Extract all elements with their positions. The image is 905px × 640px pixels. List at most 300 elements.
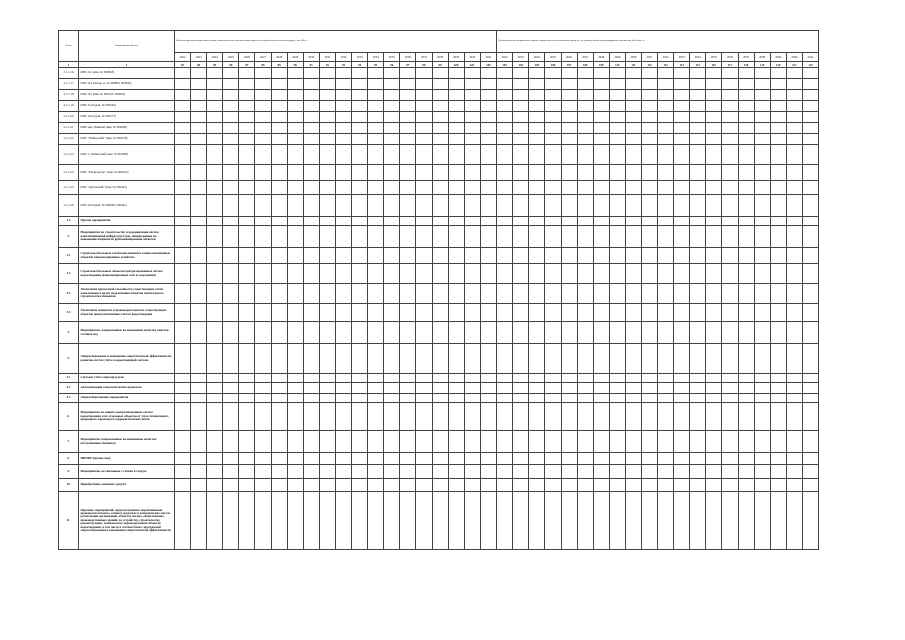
value-cell: [625, 344, 641, 374]
value-cell: [191, 101, 207, 112]
value-cell: [480, 248, 496, 264]
column-number-cell: 87: [239, 62, 255, 68]
value-cell: [239, 344, 255, 374]
value-cell: [706, 403, 722, 431]
value-cell: [191, 492, 207, 550]
value-cell: [641, 90, 657, 101]
value-cell: [384, 479, 400, 492]
value-cell: [513, 374, 529, 383]
year-header-cell: 2030: [625, 53, 641, 62]
value-cell: [287, 465, 303, 479]
table-row: [59, 145, 819, 165]
value-cell: [690, 304, 706, 322]
value-cell: [239, 322, 255, 344]
row-number-cell: 5.2: [59, 383, 79, 394]
value-cell: [545, 165, 561, 181]
value-cell: [191, 453, 207, 465]
value-cell: [319, 304, 335, 322]
value-cell: [223, 431, 239, 453]
value-cell: [786, 374, 802, 383]
value-cell: [464, 284, 480, 304]
value-cell: [400, 304, 416, 322]
value-cell: [207, 453, 223, 465]
value-cell: [335, 101, 351, 112]
value-cell: [271, 479, 287, 492]
value-cell: [786, 123, 802, 134]
value-cell: [802, 112, 818, 123]
value-cell: [255, 123, 271, 134]
value-cell: [480, 304, 496, 322]
value-cell: [529, 344, 545, 374]
value-cell: [335, 165, 351, 181]
value-cell: [464, 344, 480, 374]
year-header-cell: 2022: [497, 53, 513, 62]
value-cell: [722, 492, 738, 550]
value-cell: [464, 383, 480, 394]
value-cell: [239, 217, 255, 226]
value-cell: [770, 304, 786, 322]
value-cell: [545, 101, 561, 112]
value-cell: [480, 101, 496, 112]
value-cell: [480, 383, 496, 394]
value-cell: [191, 374, 207, 383]
value-cell: [754, 264, 770, 284]
value-cell: [497, 217, 513, 226]
value-cell: [400, 195, 416, 217]
value-cell: [609, 134, 625, 145]
value-cell: [577, 217, 593, 226]
value-cell: [191, 383, 207, 394]
value-cell: [577, 344, 593, 374]
value-cell: [175, 492, 191, 550]
value-cell: [384, 304, 400, 322]
value-cell: [416, 374, 432, 383]
value-cell: [464, 165, 480, 181]
value-cell: [706, 145, 722, 165]
value-cell: [497, 431, 513, 453]
row-number-cell: 2.2: [59, 217, 79, 226]
value-cell: [722, 165, 738, 181]
value-cell: [480, 181, 496, 195]
value-cell: [239, 226, 255, 248]
value-cell: [271, 383, 287, 394]
column-number-cell: 2: [79, 62, 175, 68]
value-cell: [175, 453, 191, 465]
value-cell: [770, 134, 786, 145]
value-cell: [641, 79, 657, 90]
value-cell: [690, 431, 706, 453]
value-cell: [239, 112, 255, 123]
value-cell: [754, 403, 770, 431]
value-cell: [255, 344, 271, 374]
table-row: [59, 90, 819, 101]
value-cell: [690, 394, 706, 403]
value-cell: [191, 79, 207, 90]
value-cell: [625, 248, 641, 264]
value-cell: [319, 112, 335, 123]
value-cell: [175, 322, 191, 344]
value-cell: [609, 226, 625, 248]
value-cell: [497, 403, 513, 431]
value-cell: [223, 181, 239, 195]
value-cell: [529, 284, 545, 304]
value-cell: [319, 453, 335, 465]
value-cell: [593, 322, 609, 344]
value-cell: [754, 453, 770, 465]
value-cell: [255, 383, 271, 394]
value-cell: [529, 492, 545, 550]
value-cell: [561, 79, 577, 90]
value-cell: [738, 465, 754, 479]
column-number-cell: 111: [625, 62, 641, 68]
value-cell: [561, 68, 577, 79]
value-cell: [593, 145, 609, 165]
value-cell: [513, 479, 529, 492]
value-cell: [802, 374, 818, 383]
value-cell: [400, 322, 416, 344]
value-cell: [738, 322, 754, 344]
value-cell: [303, 90, 319, 101]
value-cell: [706, 304, 722, 322]
year-header-cell: 2023: [513, 53, 529, 62]
value-cell: [432, 322, 448, 344]
value-cell: [416, 248, 432, 264]
value-cell: [641, 145, 657, 165]
value-cell: [303, 68, 319, 79]
value-cell: [271, 465, 287, 479]
value-cell: [786, 217, 802, 226]
value-cell: [255, 90, 271, 101]
value-cell: [497, 322, 513, 344]
value-cell: [561, 123, 577, 134]
value-cell: [706, 453, 722, 465]
value-cell: [577, 145, 593, 165]
value-cell: [223, 145, 239, 165]
value-cell: [464, 479, 480, 492]
value-cell: [674, 248, 690, 264]
value-cell: [464, 403, 480, 431]
value-cell: [674, 165, 690, 181]
value-cell: [593, 248, 609, 264]
column-number-cell: 84: [191, 62, 207, 68]
value-cell: [770, 431, 786, 453]
value-cell: [239, 264, 255, 284]
value-cell: [287, 403, 303, 431]
table-row: [59, 431, 819, 453]
value-cell: [529, 68, 545, 79]
value-cell: [303, 248, 319, 264]
value-cell: [609, 217, 625, 226]
value-cell: [448, 217, 464, 226]
value-cell: [207, 181, 223, 195]
value-cell: [497, 383, 513, 394]
value-cell: [593, 181, 609, 195]
year-header-cell: 2035: [384, 53, 400, 62]
value-cell: [738, 112, 754, 123]
year-header-cell: 2027: [577, 53, 593, 62]
value-cell: [706, 264, 722, 284]
value-cell: [191, 226, 207, 248]
value-cell: [690, 465, 706, 479]
value-cell: [593, 453, 609, 465]
value-cell: [593, 123, 609, 134]
value-cell: [529, 304, 545, 322]
table-row: [59, 217, 819, 226]
value-cell: [319, 284, 335, 304]
value-cell: [641, 217, 657, 226]
year-header-cell: 2035: [706, 53, 722, 62]
value-cell: [432, 123, 448, 134]
value-cell: [432, 492, 448, 550]
value-cell: [416, 68, 432, 79]
year-header-cell: 2034: [368, 53, 384, 62]
value-cell: [625, 79, 641, 90]
value-cell: [690, 68, 706, 79]
year-header-cell: 2041: [480, 53, 496, 62]
value-cell: [738, 374, 754, 383]
value-cell: [706, 383, 722, 394]
value-cell: [368, 90, 384, 101]
value-cell: [561, 217, 577, 226]
value-cell: [529, 101, 545, 112]
value-cell: [658, 101, 674, 112]
value-cell: [239, 403, 255, 431]
value-cell: [335, 479, 351, 492]
value-cell: [416, 322, 432, 344]
value-cell: [545, 123, 561, 134]
value-cell: [770, 248, 786, 264]
year-header-cell: 2040: [464, 53, 480, 62]
value-cell: [658, 68, 674, 79]
value-cell: [368, 217, 384, 226]
value-cell: [529, 217, 545, 226]
column-number-cell: 115: [690, 62, 706, 68]
value-cell: [432, 248, 448, 264]
value-cell: [770, 465, 786, 479]
value-cell: [690, 322, 706, 344]
value-cell: [529, 374, 545, 383]
value-cell: [625, 145, 641, 165]
value-cell: [770, 344, 786, 374]
row-number-cell: 2.1.1.21: [59, 123, 79, 134]
value-cell: [384, 68, 400, 79]
value-cell: [609, 101, 625, 112]
value-cell: [239, 465, 255, 479]
value-cell: [674, 79, 690, 90]
value-cell: [319, 322, 335, 344]
value-cell: [432, 431, 448, 453]
value-cell: [690, 264, 706, 284]
row-name-cell: Строительство новых сетей канализации и замена изношенных объектов канализационного хозяйства: [79, 248, 175, 264]
value-cell: [175, 145, 191, 165]
value-cell: [319, 383, 335, 394]
value-cell: [706, 322, 722, 344]
value-cell: [480, 374, 496, 383]
value-cell: [207, 431, 223, 453]
value-cell: [754, 374, 770, 383]
value-cell: [335, 248, 351, 264]
value-cell: [207, 90, 223, 101]
row-name-cell: Перечень мероприятий, предусмотренных нормативными правовыми актами о сетевых средствах в коммерческих местах регистрации организаций, объектах жилых, общественных, производственных зданий, по устройству, строительству, реконструкции, техническому перевооружению объектов водоотведения, в том числе в соответствии с программой энергосбережения и повышения энергетической эффективности: [79, 492, 175, 550]
value-cell: [207, 123, 223, 134]
value-cell: [480, 479, 496, 492]
value-cell: [738, 145, 754, 165]
value-cell: [513, 304, 529, 322]
value-cell: [432, 181, 448, 195]
value-cell: [352, 383, 368, 394]
value-cell: [497, 90, 513, 101]
value-cell: [497, 394, 513, 403]
value-cell: [352, 344, 368, 374]
value-cell: [545, 322, 561, 344]
value-cell: [706, 101, 722, 112]
value-cell: [529, 134, 545, 145]
data-table: [58, 30, 819, 550]
value-cell: [593, 264, 609, 284]
value-cell: [480, 79, 496, 90]
value-cell: [207, 479, 223, 492]
value-cell: [625, 101, 641, 112]
value-cell: [513, 492, 529, 550]
value-cell: [271, 134, 287, 145]
value-cell: [625, 165, 641, 181]
value-cell: [786, 344, 802, 374]
value-cell: [335, 145, 351, 165]
value-cell: [754, 217, 770, 226]
column-number-cell: 90: [287, 62, 303, 68]
value-cell: [271, 68, 287, 79]
value-cell: [464, 112, 480, 123]
row-name-cell: КНС №4 (Литер А, № 000866, 000834): [79, 79, 175, 90]
value-cell: [609, 112, 625, 123]
value-cell: [802, 79, 818, 90]
value-cell: [802, 181, 818, 195]
value-cell: [513, 453, 529, 465]
value-cell: [352, 79, 368, 90]
value-cell: [480, 195, 496, 217]
row-name-cell: Увеличение пропускной способности существующих сетей канализации в целях подключения объектов капитального строительства абонентов: [79, 284, 175, 304]
value-cell: [352, 217, 368, 226]
value-cell: [271, 195, 287, 217]
value-cell: [271, 492, 287, 550]
value-cell: [706, 165, 722, 181]
value-cell: [722, 304, 738, 322]
year-header-cell: 2033: [674, 53, 690, 62]
table-row: [59, 226, 819, 248]
value-cell: [641, 394, 657, 403]
value-cell: [448, 344, 464, 374]
value-cell: [175, 68, 191, 79]
value-cell: [368, 181, 384, 195]
value-cell: [577, 403, 593, 431]
value-cell: [577, 479, 593, 492]
value-cell: [368, 134, 384, 145]
value-cell: [303, 403, 319, 431]
value-cell: [191, 123, 207, 134]
value-cell: [513, 226, 529, 248]
value-cell: [497, 123, 513, 134]
value-cell: [513, 79, 529, 90]
value-cell: [239, 134, 255, 145]
value-cell: [561, 453, 577, 465]
row-number-cell: 3.4: [59, 304, 79, 322]
table-row: [59, 165, 819, 181]
value-cell: [448, 68, 464, 79]
value-cell: [674, 217, 690, 226]
value-cell: [738, 181, 754, 195]
value-cell: [464, 374, 480, 383]
value-cell: [722, 226, 738, 248]
year-header-cell: 2023: [191, 53, 207, 62]
value-cell: [674, 465, 690, 479]
value-cell: [352, 112, 368, 123]
value-cell: [754, 68, 770, 79]
value-cell: [223, 101, 239, 112]
value-cell: [722, 383, 738, 394]
value-cell: [577, 374, 593, 383]
column-number-cell: 100: [448, 62, 464, 68]
column-number-cell: 98: [416, 62, 432, 68]
value-cell: [352, 68, 368, 79]
value-cell: [335, 112, 351, 123]
value-cell: [770, 68, 786, 79]
value-cell: [464, 226, 480, 248]
value-cell: [335, 68, 351, 79]
row-name-cell: КНС №1 (инв. № 000845): [79, 68, 175, 79]
value-cell: [754, 123, 770, 134]
value-cell: [609, 465, 625, 479]
value-cell: [577, 112, 593, 123]
value-cell: [464, 394, 480, 403]
value-cell: [609, 181, 625, 195]
value-cell: [545, 79, 561, 90]
value-cell: [191, 134, 207, 145]
value-cell: [545, 344, 561, 374]
value-cell: [609, 90, 625, 101]
row-name-cell: КНС мкр. Южный (инв. № 000000): [79, 123, 175, 134]
value-cell: [271, 322, 287, 344]
value-cell: [384, 79, 400, 90]
value-cell: [335, 134, 351, 145]
value-cell: [641, 195, 657, 217]
value-cell: [577, 264, 593, 284]
value-cell: [513, 248, 529, 264]
row-number-cell: 11.: [59, 492, 79, 550]
year-header-cell: 2028: [593, 53, 609, 62]
value-cell: [287, 248, 303, 264]
value-cell: [529, 248, 545, 264]
value-cell: [513, 383, 529, 394]
value-cell: [432, 284, 448, 304]
column-number-cell: 105: [529, 62, 545, 68]
value-cell: [432, 226, 448, 248]
value-cell: [674, 195, 690, 217]
value-cell: [175, 284, 191, 304]
value-cell: [786, 90, 802, 101]
value-cell: [561, 195, 577, 217]
value-cell: [448, 394, 464, 403]
value-cell: [690, 248, 706, 264]
value-cell: [368, 79, 384, 90]
value-cell: [271, 264, 287, 284]
value-cell: [786, 431, 802, 453]
value-cell: [513, 403, 529, 431]
value-cell: [593, 383, 609, 394]
value-cell: [400, 479, 416, 492]
column-number-cell: 110: [609, 62, 625, 68]
value-cell: [561, 479, 577, 492]
row-number-cell: 2.1.1.24: [59, 165, 79, 181]
